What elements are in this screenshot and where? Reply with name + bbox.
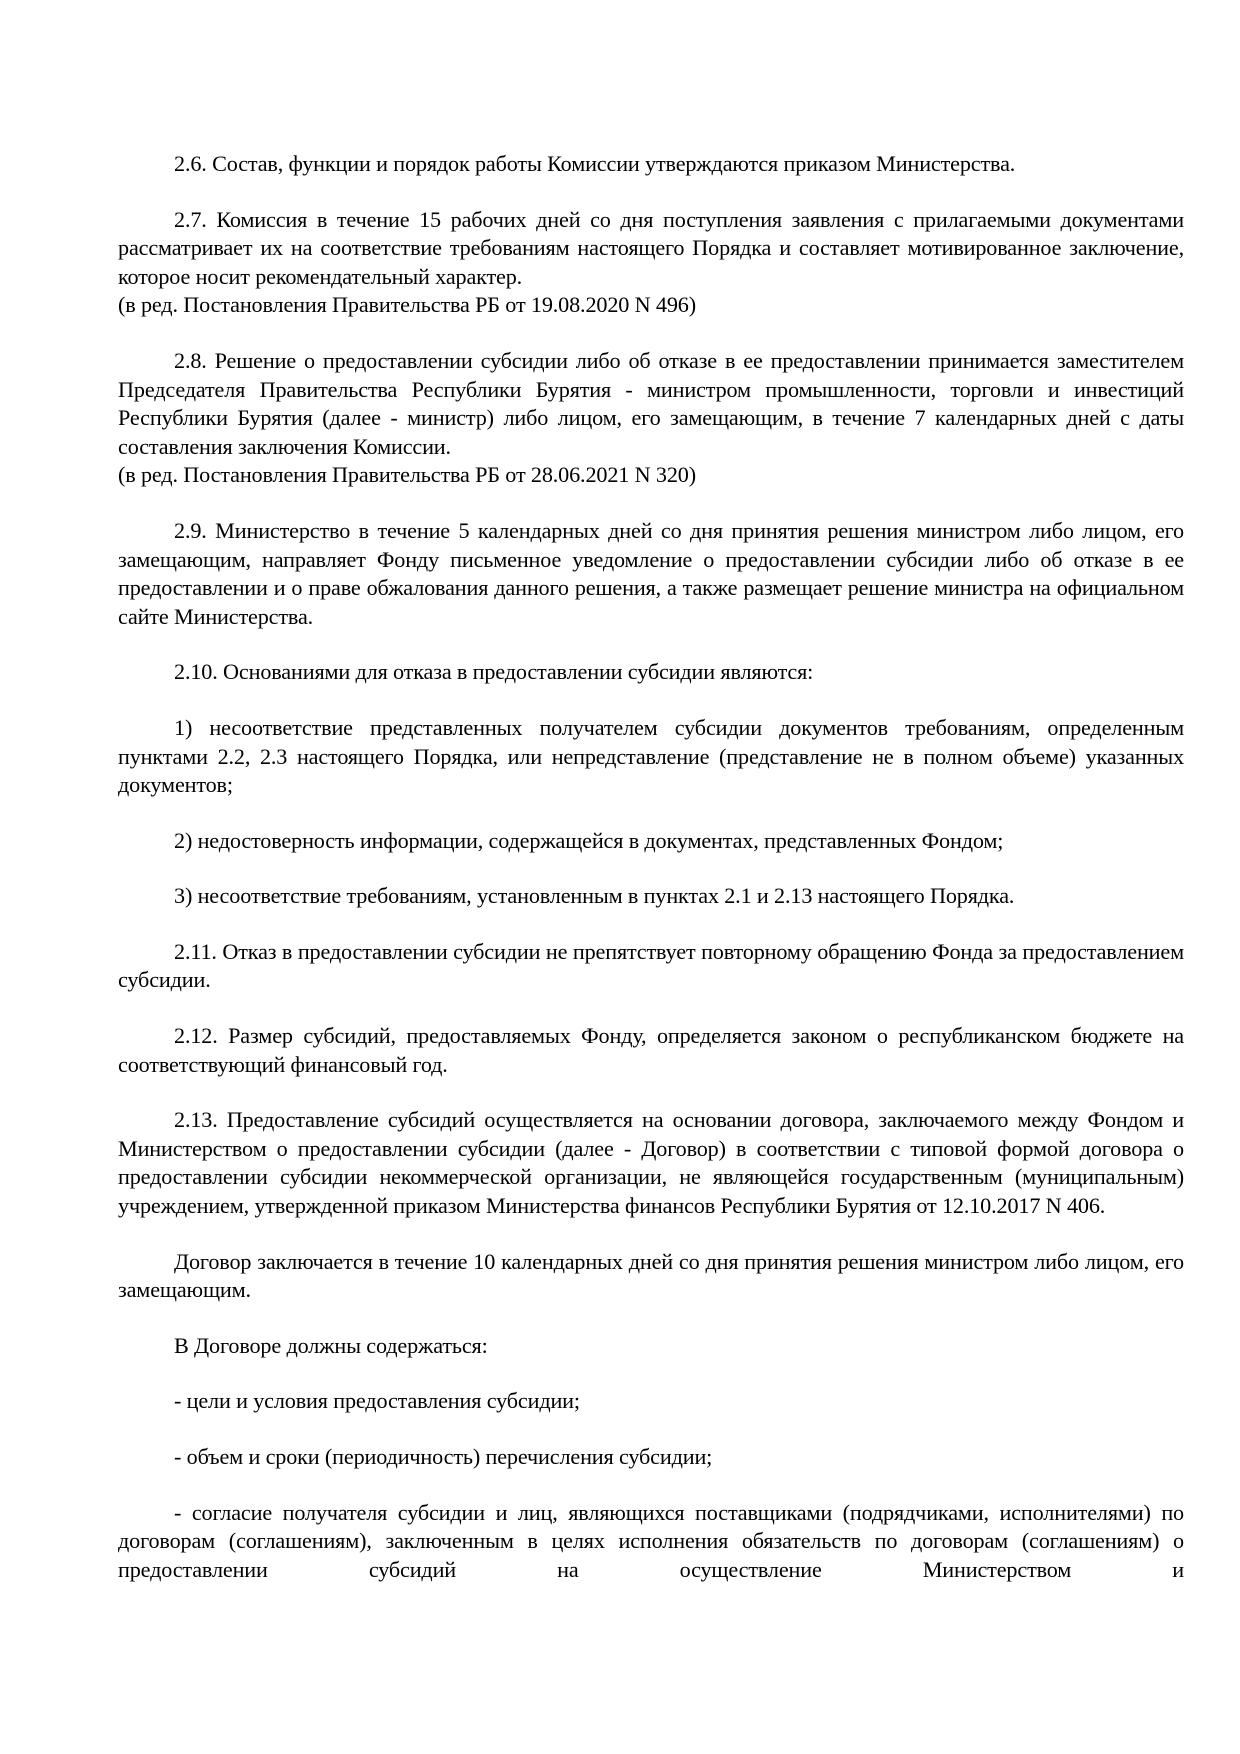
contract-item-consent bbox=[118, 1499, 1184, 1585]
paragraph-text: 2.11. Отказ в предоставлении субсидии не препятствует повторному обращению Фонда за предоставлением субсидии. bbox=[118, 938, 1184, 993]
paragraph-2-6 bbox=[118, 150, 1184, 179]
contract-item-volume bbox=[118, 1443, 1184, 1472]
paragraph-text: 3) несоответствие требованиям, установленным в пунктах 2.1 и 2.13 настоящего Порядка. bbox=[174, 883, 1015, 909]
paragraph-2-13 bbox=[118, 1106, 1184, 1220]
paragraph-text: - цели и условия предоставления субсидии; bbox=[174, 1388, 580, 1414]
paragraph-text: - согласие получателя субсидии и лиц, являющихся поставщиками (подрядчиками, исполнителями) по договорам (соглашениям), заключенным в целях исполнения обязательств по договорам (соглашениям) о предоставлении субсидий на осуществление Министерством и bbox=[118, 1499, 1184, 1582]
paragraph-text: 2.8. Решение о предоставлении субсидии либо об отказе в ее предоставлении принимается заместителем Председателя Правительства Республики Бурятия - министром промышленности, торговли и инвестиций Республики Бурятия (далее - министр) либо лицом, его замещающим, в течение 7 календарных дней с даты составления заключения Комиссии. bbox=[118, 347, 1184, 459]
contract-contents-heading bbox=[118, 1332, 1184, 1361]
contract-item-goals bbox=[118, 1387, 1184, 1416]
paragraph-text: 2.9. Министерство в течение 5 календарных дней со дня принятия решения министром либо лицом, его замещающим, направляет Фонду письменное уведомление о предоставлении субсидии либо об отказе в ее предоставлении и о праве обжалования данного решения, а также размещает решение министра на официальном сайте Министерства. bbox=[118, 517, 1184, 629]
paragraph-text: 2.10. Основаниями для отказа в предоставлении субсидии являются: bbox=[174, 659, 814, 685]
amendment-note: (в ред. Постановления Правительства РБ от 19.08.2020 N 496) bbox=[118, 292, 696, 318]
paragraph-text: 2.6. Состав, функции и порядок работы Комиссии утверждаются приказом Министерства. bbox=[174, 151, 1016, 176]
paragraph-2-7 bbox=[118, 206, 1184, 320]
paragraph-2-10 bbox=[118, 658, 1184, 687]
refusal-ground-2 bbox=[118, 827, 1184, 856]
paragraph-text: 1) несоответствие представленных получателем субсидии документов требованиям, определенным пунктами 2.2, 2.3 настоящего Порядка, или непредставление (представление не в полном объеме) указанных документов; bbox=[118, 714, 1184, 798]
amendment-note: (в ред. Постановления Правительства РБ от 28.06.2021 N 320) bbox=[118, 462, 696, 488]
paragraph-2-9 bbox=[118, 517, 1184, 631]
paragraph-text: 2.12. Размер субсидий, предоставляемых Фонду, определяется законом о республиканском бюджете на соответствующий финансовый год. bbox=[118, 1023, 1184, 1077]
paragraph-2-11 bbox=[118, 938, 1184, 995]
paragraph-text: Договор заключается в течение 10 календарных дней со дня принятия решения министром либо лицом, его замещающим. bbox=[118, 1248, 1184, 1303]
paragraph-text: - объем и сроки (периодичность) перечисления субсидии; bbox=[174, 1444, 713, 1469]
contract-term-paragraph bbox=[118, 1248, 1184, 1305]
paragraph-text: 2.13. Предоставление субсидий осуществляется на основании договора, заключаемого между Фондом и Министерством о предоставлении субсидии (далее - Договор) в соответствии с типовой формой договора о предоставлении субсидии некоммерческой организации, не являющейся государственным (муниципальным) учреждением, утвержденной приказом Министерства финансов Республики Бурятия от 12.10.2017 N 406. bbox=[118, 1107, 1184, 1219]
paragraph-text: В Договоре должны содержаться: bbox=[174, 1332, 488, 1358]
refusal-ground-3 bbox=[118, 882, 1184, 911]
paragraph-text: 2) недостоверность информации, содержащейся в документах, представленных Фондом; bbox=[174, 827, 1004, 853]
paragraph-text: 2.7. Комиссия в течение 15 рабочих дней со дня поступления заявления с прилагаемыми документами рассматривает их на соответствие требованиям настоящего Порядка и составляет мотивированное заключение, которое носит рекомендательный характер. bbox=[118, 206, 1184, 289]
paragraph-2-8 bbox=[118, 347, 1184, 490]
refusal-ground-1 bbox=[118, 714, 1184, 800]
paragraph-2-12 bbox=[118, 1022, 1184, 1079]
document-page bbox=[118, 150, 1184, 1584]
